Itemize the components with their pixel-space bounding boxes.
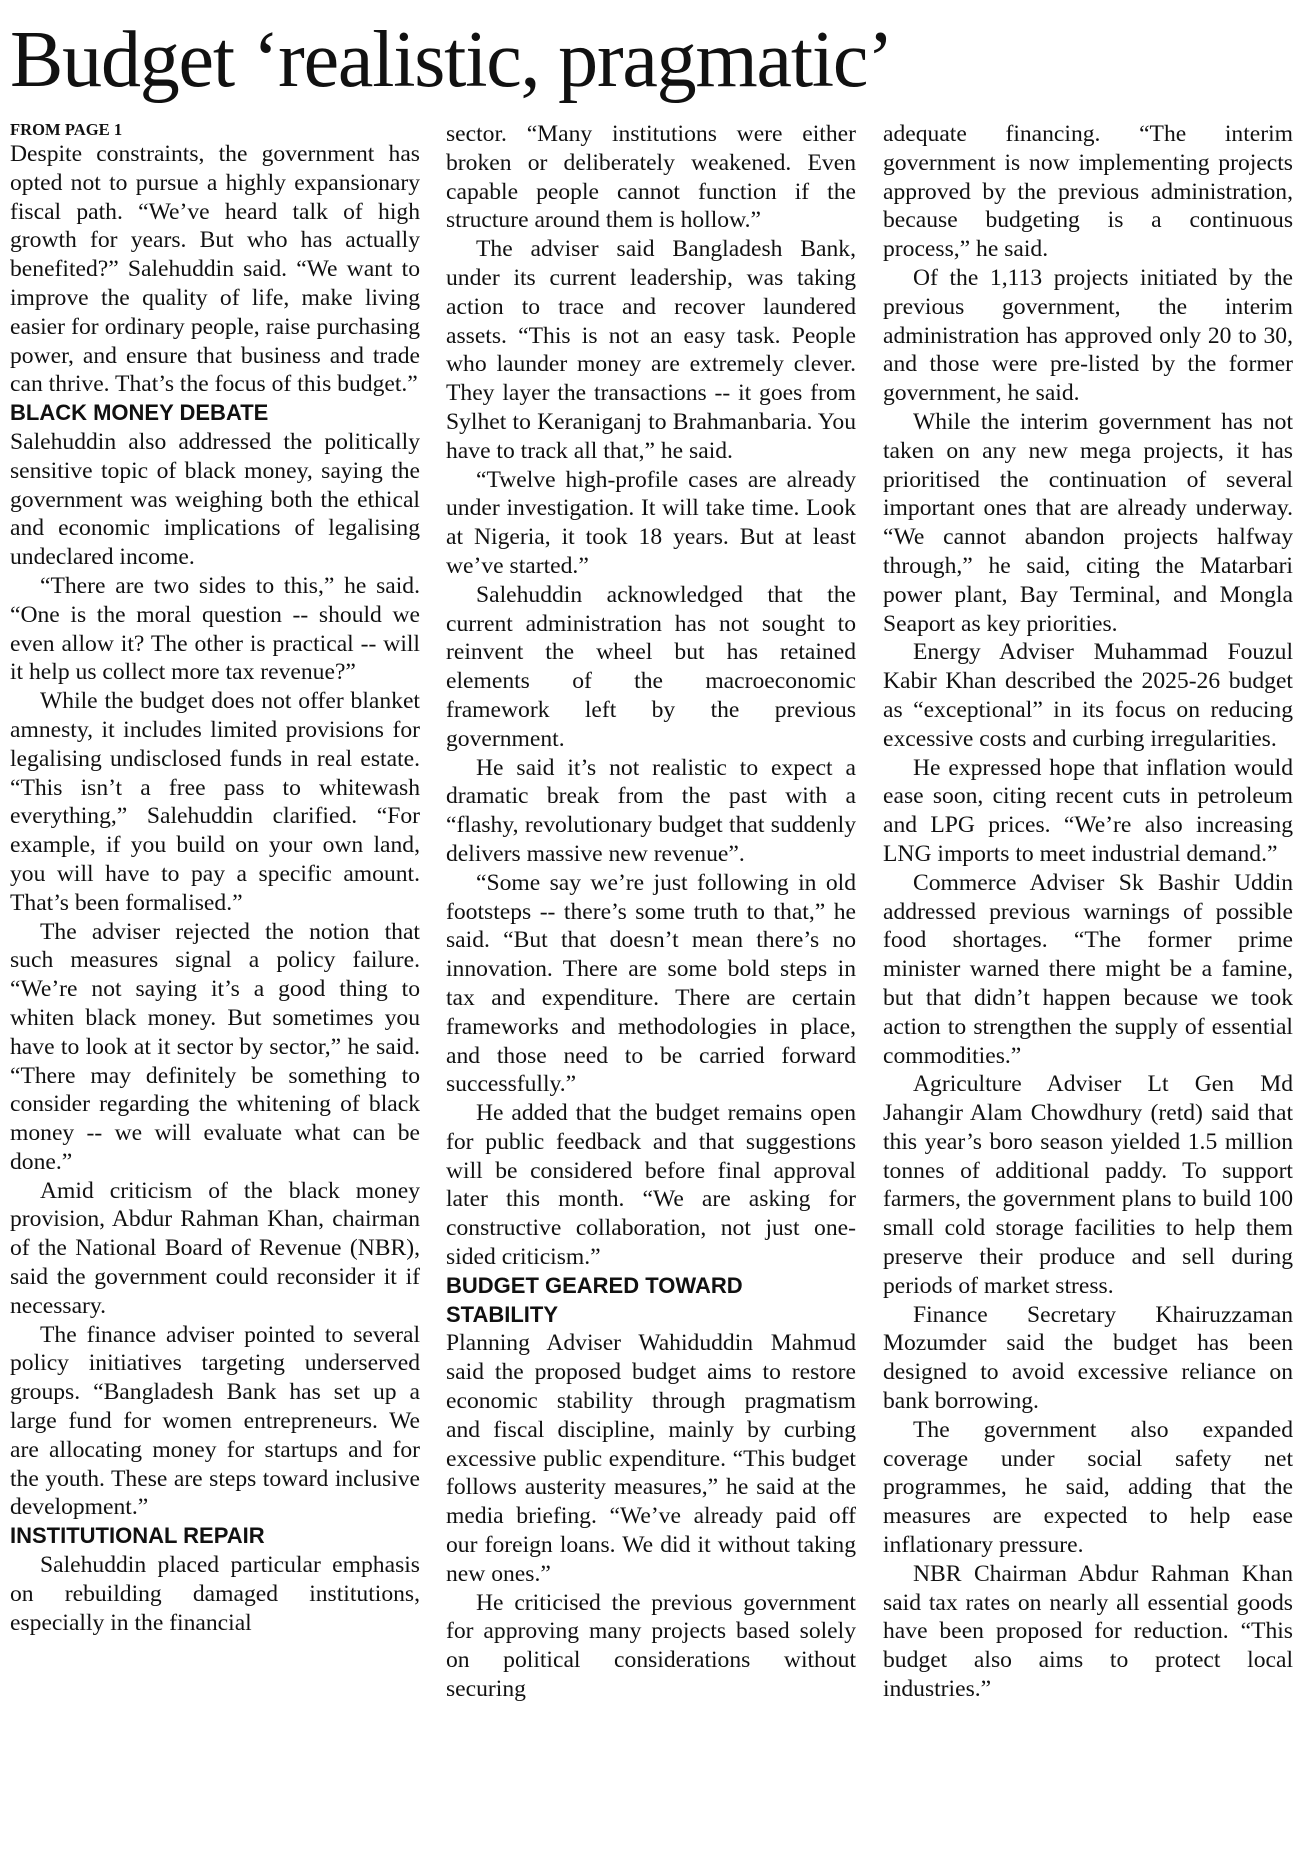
body-paragraph: The adviser rejected the notion that such measures signal a policy failure. “We’re not saying it’s a good thing to whiten black money. But sometimes you have to look at it sector by sector,” he said. “There may definitely be something to consider regarding the whitening of black money -- we will evaluate what can be done.”: [10, 918, 420, 1175]
body-paragraph: NBR Chairman Abdur Rahman Khan said tax rates on nearly all essential goods have been proposed for reduction. “This budget also aims to protect local industries.”: [883, 1560, 1293, 1703]
body-paragraph: He expressed hope that inflation would ease soon, citing recent cuts in petroleum and LPG prices. “We’re also increasing LNG imports to meet industrial demand.”: [883, 754, 1293, 867]
dateline: FROM PAGE 1: [10, 120, 123, 139]
column-2: [446, 120, 856, 1854]
body-paragraph: The government also expanded coverage under social safety net programmes, he said, adding that the measures are expected to help ease inflationary pressure.: [883, 1416, 1293, 1559]
column-3: [883, 120, 1293, 1854]
body-paragraph: “There are two sides to this,” he said. “One is the moral question -- should we even allow it? The other is practical -- will it help us collect more tax revenue?”: [10, 572, 420, 686]
section-subhead: BUDGET GEARED TOWARD STABILITY: [446, 1272, 743, 1327]
body-paragraph: “Twelve high-profile cases are already under investigation. It will take time. Look at Nigeria, it took 18 years. But at least we’ve started.”: [446, 466, 856, 579]
body-paragraph: Planning Adviser Wahiduddin Mahmud said the proposed budget aims to restore economic stability through pragmatism and fiscal discipline, mainly by curbing excessive public expenditure. “This budget follows austerity measures,” he said at the media briefing. “We’ve already paid off our foreign loans. We did it without taking new ones.”: [446, 1330, 856, 1587]
body-paragraph: He criticised the previous government for approving many projects based solely on political considerations without securing: [446, 1589, 856, 1703]
body-paragraph: sector. “Many institutions were either broken or deliberately weakened. Even capable people cannot function if the structure around them is hollow.”: [446, 121, 856, 234]
body-paragraph: The adviser said Bangladesh Bank, under its current leadership, was taking action to trace and recover laundered assets. “This is not an easy task. People who launder money are extremely clever. They layer the transactions -- it goes from Sylhet to Keraniganj to Brahmanbaria. You have to track all that,” he said.: [446, 236, 856, 464]
body-paragraph: Despite constraints, the government has opted not to pursue a highly expansionary fiscal path. “We’ve heard talk of high growth for years. But who has actually benefited?” Salehuddin said. “We want to improve the quality of life, make living easier for ordinary people, raise purchasing power, and ensure that business and trade can thrive. That’s the focus of this budget.”: [10, 141, 420, 398]
body-paragraph: adequate financing. “The interim government is now implementing projects approved by the previous administration, because budgeting is a continuous process,” he said.: [883, 121, 1293, 263]
body-paragraph: He added that the budget remains open for public feedback and that suggestions will be considered before final approval later this month. “We are asking for constructive collaboration, not just one-sided criticism.”: [446, 1100, 856, 1271]
body-paragraph: Salehuddin acknowledged that the current administration has not sought to reinvent the wheel but has retained elements of the macroeconomic framework left by the previous government.: [446, 581, 856, 752]
body-paragraph: Agriculture Adviser Lt Gen Md Jahangir Alam Chowdhury (retd) said that this year’s boro season yielded 1.5 million tonnes of additional paddy. To support farmers, the government plans to build 100 small cold storage facilities to help them preserve their produce and sell during periods of market stress.: [883, 1071, 1293, 1299]
body-paragraph: The finance adviser pointed to several policy initiatives targeting underserved groups. “Bangladesh Bank has set up a large fund for women entrepreneurs. We are allocating money for startups and for the youth. These are steps toward inclusive development.”: [10, 1321, 420, 1521]
section-subhead: INSTITUTIONAL REPAIR: [10, 1523, 265, 1549]
body-paragraph: Of the 1,113 projects initiated by the previous government, the interim administration has approved only 20 to 30, and those were pre-listed by the former government, he said.: [883, 264, 1293, 407]
headline: Budget ‘realistic, pragmatic’: [10, 16, 893, 104]
body-paragraph: “Some say we’re just following in old footsteps -- there’s some truth to that,” he said. “But that doesn’t mean there’s no innovation. There are some bold steps in tax and expenditure. There are certain frameworks and methodologies in place, and those need to be carried forward successfully.”: [446, 869, 856, 1098]
body-paragraph: While the budget does not offer blanket amnesty, it includes limited provisions for legalising undisclosed funds in real estate. “This isn’t a free pass to whitewash everything,” Salehuddin clarified. “For example, if you build on your own land, you will have to pay a specific amount. That’s been formalised.”: [10, 688, 420, 916]
body-paragraph: While the interim government has not taken on any new mega projects, it has prioritised the continuation of several important ones that are already underway. “We cannot abandon projects halfway through,” he said, citing the Matarbari power plant, Bay Terminal, and Mongla Seaport as key priorities.: [883, 408, 1293, 637]
body-paragraph: Commerce Adviser Sk Bashir Uddin addressed previous warnings of possible food shortages. “The former prime minister warned there might be a famine, but that didn’t happen because we took action to strengthen the supply of essential commodities.”: [883, 869, 1293, 1069]
body-paragraph: Salehuddin also addressed the politically sensitive topic of black money, saying the government was weighing both the ethical and economic implications of legalising undeclared income.: [10, 428, 420, 571]
body-paragraph: He said it’s not realistic to expect a dramatic break from the past with a “flashy, revolutionary budget that suddenly delivers massive new revenue”.: [446, 754, 856, 867]
body-paragraph: Finance Secretary Khairuzzaman Mozumder said the budget has been designed to avoid excessive reliance on bank borrowing.: [883, 1301, 1293, 1415]
body-paragraph: Energy Adviser Muhammad Fouzul Kabir Khan described the 2025-26 budget as “exceptional” in its focus on reducing excessive costs and curbing irregularities.: [883, 639, 1293, 752]
body-paragraph: Salehuddin placed particular emphasis on rebuilding damaged institutions, especially in the financial: [10, 1552, 420, 1636]
column-1: [10, 120, 420, 1854]
body-paragraph: Amid criticism of the black money provision, Abdur Rahman Khan, chairman of the National Board of Revenue (NBR), said the government could reconsider it if necessary.: [10, 1177, 420, 1319]
section-subhead: BLACK MONEY DEBATE: [10, 400, 269, 426]
